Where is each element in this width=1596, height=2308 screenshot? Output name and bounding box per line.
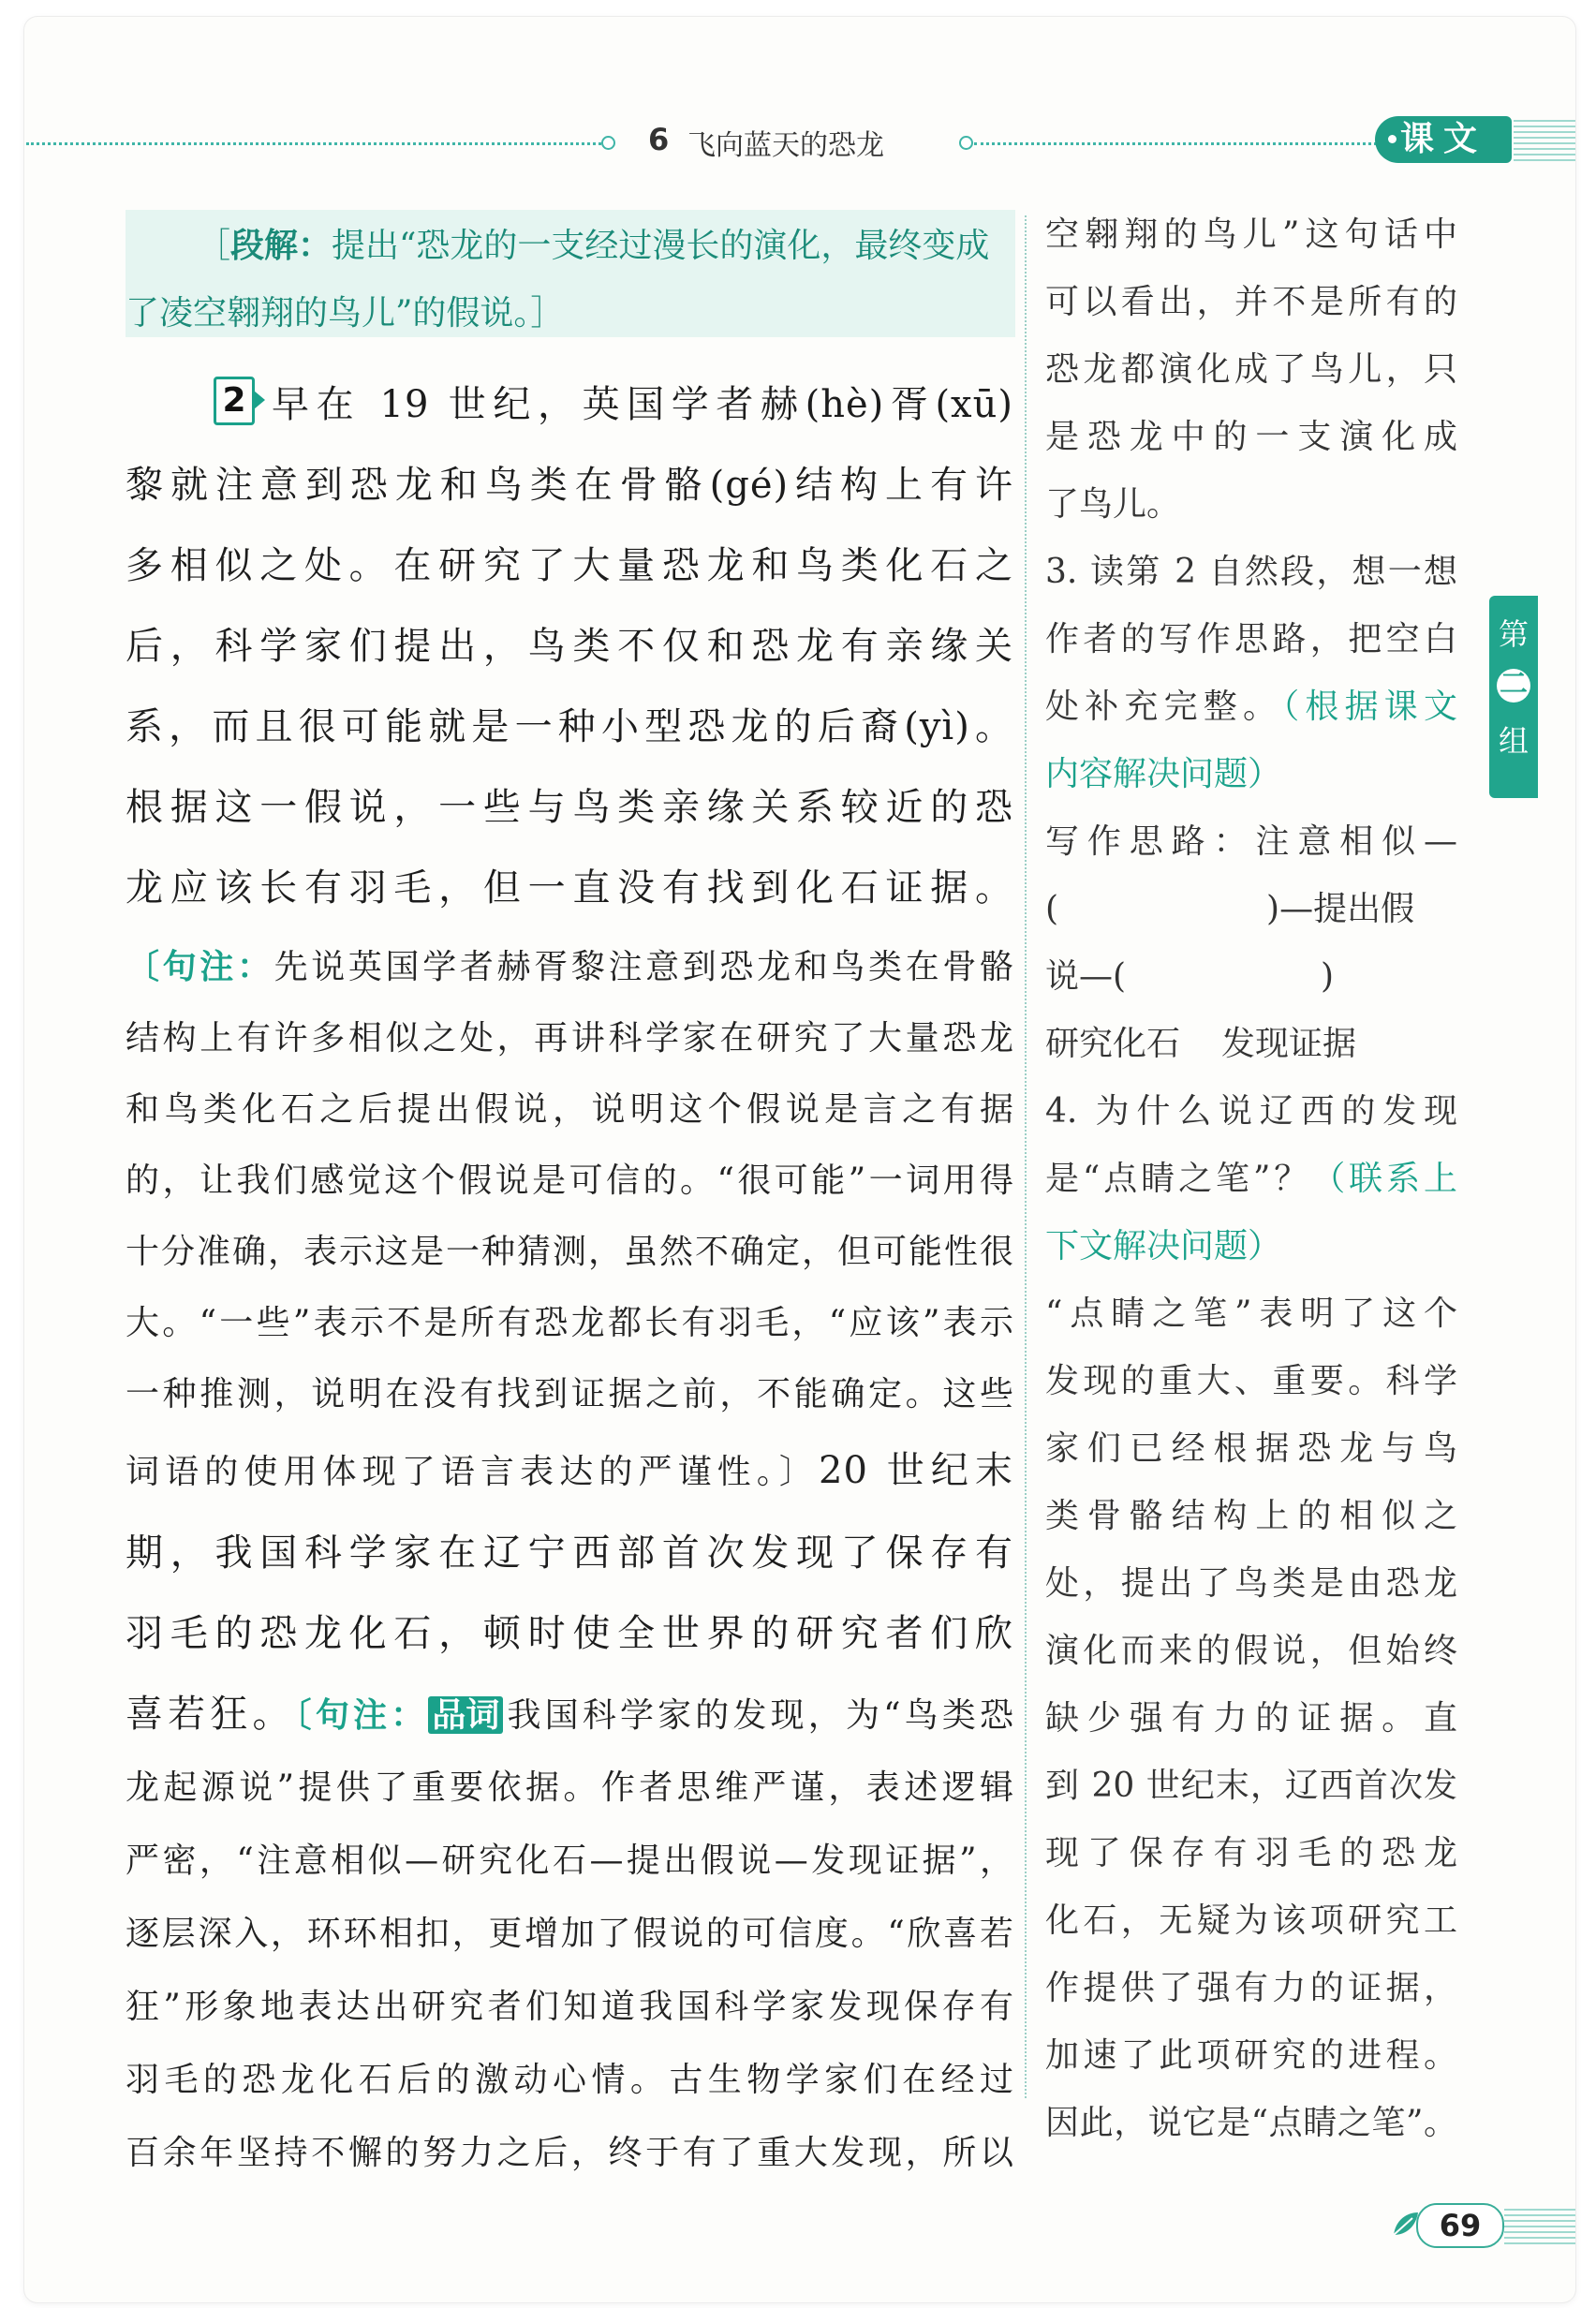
question-text: 是“点睛之笔”？ [1045, 1160, 1312, 1198]
answer-line: “点睛之笔”表明了这个 [1045, 1295, 1457, 1333]
group-tab-number: 二 [1497, 669, 1530, 703]
summary-label: 段解： [230, 226, 332, 265]
page-number: 69 [1416, 2203, 1504, 2248]
side-line: 空翱翔的鸟儿”这句话中 [1045, 215, 1457, 254]
group-tab-top: 第 [1498, 616, 1529, 652]
main-line: 黎就注意到恐龙和鸟类在骨骼(gé)结构上有许 [126, 464, 1013, 507]
answer-line: 类骨骼结构上的相似之 [1045, 1497, 1457, 1535]
side-line: 是恐龙中的一支演化成 [1045, 418, 1457, 456]
note-line: 的，让我们感觉这个假说是可信的。“很可能”一词用得 [126, 1161, 1013, 1200]
fill-line [1045, 882, 1457, 930]
header-dot-left [601, 136, 615, 150]
header-rule-left [26, 142, 607, 145]
fill-paren: ) [1321, 957, 1335, 996]
summary-text: 提出“恐龙的一支经过漫长的演化，最终变成了凌空翱翔的鸟儿”的假说。 [126, 227, 990, 333]
fill-text: 说—( [1045, 957, 1127, 996]
note-line: 和鸟类化石之后提出假说，说明这个假说是言之有据 [126, 1090, 1013, 1129]
note-line: 羽毛的恐龙化石后的激动心情。古生物学家们在经过 [126, 2061, 1013, 2099]
note-line: 龙起源说”提供了重要依据。作者思维严谨，表述逻辑 [126, 1768, 1013, 1807]
answer-line: 加速了此项研究的进程。 [1045, 2036, 1457, 2075]
section-tab [1375, 116, 1512, 163]
answer-line: 缺少强有力的证据。直 [1045, 1699, 1457, 1738]
group-tab [1489, 596, 1538, 798]
answer-line: 到 20 世纪末，辽西首次发 [1045, 1767, 1457, 1805]
note-line-mixed [126, 1684, 1013, 1738]
answer-line: 发现的重大、重要。科学 [1045, 1362, 1457, 1400]
answer-line: 现了保存有羽毛的恐龙 [1045, 1834, 1457, 1872]
note-line: 十分准确，表示这是一种猜测，虽然不确定，但可能性很 [126, 1233, 1013, 1271]
group-tab-bottom: 组 [1498, 723, 1529, 759]
note-line: 结构上有许多相似之处，再讲科学家在研究了大量恐龙 [126, 1019, 1013, 1058]
question-line: 作者的写作思路，把空白 [1045, 620, 1457, 658]
lesson-title: 飞向蓝天的恐龙 [687, 129, 884, 162]
main-line: 根据这一假说，一些与鸟类亲缘关系较近的恐 [126, 786, 1013, 829]
note-text: 先说英国学者赫胥黎注意到恐龙和鸟类在骨骼 [273, 948, 1013, 986]
question-hint: 下文解决问题） [1045, 1227, 1282, 1265]
main-text: 20 世纪末 [819, 1449, 1013, 1492]
header-rule-right [974, 142, 1377, 145]
answer-line: 家们已经根据恐龙与鸟 [1045, 1429, 1457, 1468]
answer-line: 因此，说它是“点睛之笔”。 [1045, 2104, 1457, 2142]
column-divider [1025, 215, 1027, 2098]
note-line: 大。“一些”表示不是所有恐龙都长有羽毛，“应该”表示 [126, 1304, 1013, 1342]
main-line: 多相似之处。在研究了大量恐龙和鸟类化石之 [126, 544, 1013, 587]
main-line: 系，而且很可能就是一种小型恐龙的后裔(yì)。 [126, 705, 1013, 748]
note-line: 百余年坚持不懈的努力之后，终于有了重大发现，所以 [126, 2134, 1013, 2172]
note-line: 逐层深入，环环相扣，更增加了假说的可信度。“欣喜若 [126, 1915, 1013, 1953]
section-label: 课文 [1399, 120, 1486, 158]
question-hint: 内容解决问题） [1045, 755, 1282, 793]
question-hint: （联系上 [1311, 1160, 1457, 1198]
answer-line [1045, 1017, 1457, 1065]
question-line: 4. 为什么说辽西的发现 [1045, 1092, 1457, 1131]
tab-dot-icon [1388, 135, 1396, 143]
answer-text: 发现证据 [1221, 1025, 1357, 1063]
side-line: 可以看出，并不是所有的 [1045, 283, 1457, 321]
paragraph-number-badge: 2 [214, 377, 255, 425]
main-line: 后，科学家们提出，鸟类不仅和恐龙有亲缘关 [126, 625, 1013, 668]
question-text: 处补充完整。 [1045, 688, 1283, 726]
main-line: 龙应该长有羽毛，但一直没有找到化石证据。 [126, 866, 1013, 910]
main-line: 羽毛的恐龙化石，顿时使全世界的研究者们欣 [126, 1612, 1013, 1655]
fill-text: )—提出假 [1266, 890, 1415, 928]
note-line: 狂”形象地表达出研究者们知道我国科学家发现保存有 [126, 1988, 1013, 2026]
note-label: 〔句注： [126, 947, 274, 986]
note-line: 严密，“注意相似—研究化石—提出假说—发现证据”， [126, 1842, 1013, 1880]
question-line [1045, 680, 1457, 728]
question-hint: （根据课文 [1282, 688, 1457, 726]
note-line-mixed [126, 1441, 1013, 1494]
section-summary [126, 212, 1012, 348]
note-text: 我国科学家的发现，为“鸟类恐 [503, 1696, 1013, 1735]
summary-open-bracket: ［ [197, 227, 231, 265]
header-dot-right [959, 136, 973, 150]
answer-line: 演化而来的假说，但始终 [1045, 1632, 1457, 1670]
answer-line: 处，提出了鸟类是由恐龙 [1045, 1564, 1457, 1603]
side-line: 恐龙都演化成了鸟儿，只 [1045, 350, 1457, 389]
note-line: 一种推测，说明在没有找到证据之前，不能确定。这些 [126, 1375, 1013, 1413]
main-line: 期，我国科学家在辽宁西部首次发现了保存有 [126, 1531, 1013, 1575]
answer-line: 作提供了强有力的证据， [1045, 1969, 1457, 2007]
footer-hatch [1504, 2207, 1575, 2244]
side-line: 了鸟儿。 [1045, 485, 1181, 524]
note-line [126, 940, 1013, 988]
header-hatch [1514, 118, 1575, 161]
question-line: 3. 读第 2 自然段，想一想 [1045, 553, 1457, 591]
note-label: 〔句注： [294, 1695, 429, 1735]
lesson-number: 6 [648, 122, 670, 157]
word-analysis-tag: 品词 [428, 1696, 503, 1734]
note-text: 词语的使用体现了语言表达的严谨性。〕 [126, 1453, 820, 1491]
question-line [1045, 1152, 1457, 1200]
fill-line [1045, 950, 1457, 998]
summary-close-bracket: ］ [530, 294, 565, 333]
answer-line: 化石，无疑为该项研究工 [1045, 1901, 1457, 1940]
fill-line: 写作思路：注意相似— [1045, 822, 1457, 861]
fill-paren: ( [1045, 890, 1059, 928]
main-line: 早在 19 世纪，英国学者赫(hè)胥(xū) [272, 383, 1013, 426]
answer-text: 研究化石 [1045, 1025, 1181, 1063]
main-text: 喜若狂。 [126, 1693, 295, 1736]
